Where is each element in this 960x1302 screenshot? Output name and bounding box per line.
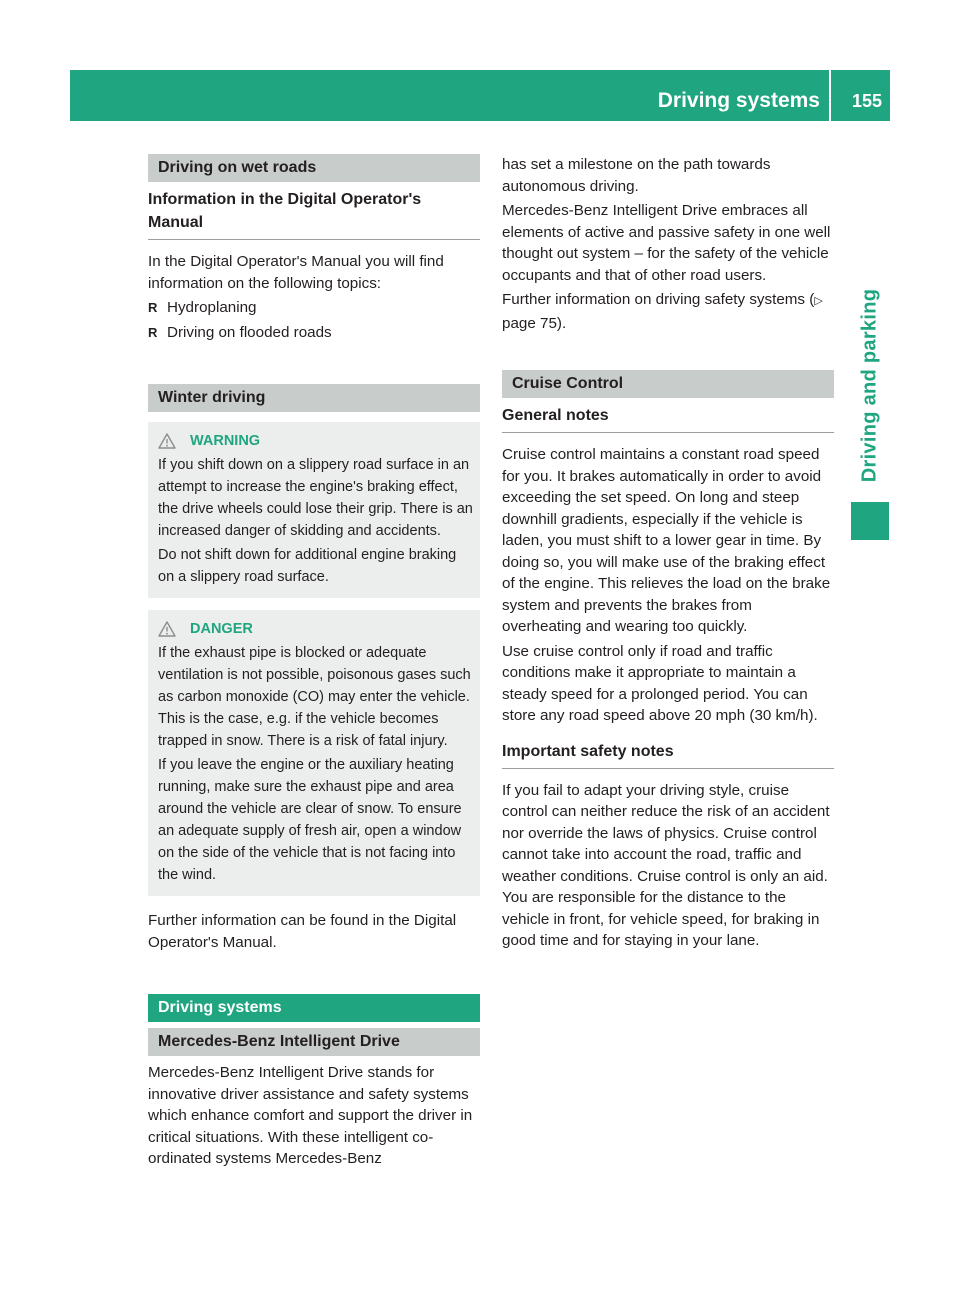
warning-text: Do not shift down for additional engine braking on a slippery road surface. xyxy=(158,547,457,585)
section-band-wet-roads: Driving on wet roads xyxy=(148,154,480,182)
header-title: Driving systems xyxy=(657,89,820,112)
list-item: R Driving on flooded roads xyxy=(148,322,480,344)
subhead-digital-manual: Information in the Digital Operator's Manual xyxy=(148,188,480,240)
page-number: 155 xyxy=(851,91,882,111)
left-column xyxy=(148,154,480,1173)
warning-box xyxy=(148,422,480,598)
cruise-general-text: Use cruise control only if road and traffic conditions make it appropriate to maintain a steady speed for a prolonged period. You can store any road speed above 20 mph (30 km/h). xyxy=(502,642,818,724)
side-tab-marker xyxy=(851,502,889,540)
list-item: R Hydroplaning xyxy=(148,297,480,319)
chapter-band-driving-systems: Driving systems xyxy=(148,994,480,1022)
right-column xyxy=(502,154,834,955)
section-band-winter: Winter driving xyxy=(148,384,480,412)
cruise-general-text: Cruise control maintains a constant road speed for you. It brakes automatically in order to avoid exceeding the set speed. On long and steep downhill gradients, especially if the vehicle is laden, you must shift to a lower gear in time. By doing so, you will make use of the braking effect of the engine. This relieves the load on the brake system and prevents the brakes from overheating and wearing too quickly. xyxy=(502,446,831,635)
section-band-intelligent-drive: Mercedes-Benz Intelligent Drive xyxy=(148,1028,480,1056)
danger-title: DANGER xyxy=(190,621,253,637)
page-reference-link[interactable]: page 75). xyxy=(502,314,567,332)
warning-text: If you shift down on a slippery road surface in an attempt to increase the engine's braking effect, the drive wheels could lose their grip. There is an increased danger of skidding and accidents. xyxy=(158,457,473,539)
danger-text: If you leave the engine or the auxiliary heating running, make sure the exhaust pipe and area around the vehicle are clear of snow. To ensure an adequate supply of fresh air, open a window on the side of the vehicle that is not facing into the wind. xyxy=(158,757,462,883)
page-ref-arrow-icon: ▷ xyxy=(814,295,823,307)
intelligent-drive-safety: Mercedes-Benz Intelligent Drive embraces all elements of active and passive safety in one well thought out system – for the safety of the vehicle occupants and that of other road users. xyxy=(502,202,831,284)
intelligent-drive-continued: has set a milestone on the path towards autonomous driving. xyxy=(502,156,771,195)
warning-title: WARNING xyxy=(190,433,261,449)
cruise-safety-text: If you fail to adapt your driving style, cruise control can neither reduce the risk of an accident nor override the laws of physics. Cruise control cannot take into account the road, traffic and weather conditions. Cruise control is only an aid. You are responsible for the distance to the vehicle in front, for vehicle speed, for braking in good time and for staying in your lane. xyxy=(502,781,830,949)
winter-further-info: Further information can be found in the Digital Operator's Manual. xyxy=(148,912,457,951)
subhead-safety-notes: Important safety notes xyxy=(502,740,834,769)
driving-safety-reference: Further information on driving safety systems (▷ page 75). xyxy=(502,291,823,332)
intelligent-drive-text: Mercedes-Benz Intelligent Drive stands for innovative driver assistance and safety systems which enhance comfort and support the driver in critical situations. With these intelligent co-ordinated systems Mercedes-Benz xyxy=(148,1064,473,1167)
wet-roads-intro: In the Digital Operator's Manual you will find information on the following topics: xyxy=(148,253,444,292)
section-band-cruise-control: Cruise Control xyxy=(502,370,834,398)
warning-triangle-icon xyxy=(158,433,176,449)
subhead-general-notes: General notes xyxy=(502,404,834,433)
danger-box xyxy=(148,610,480,896)
danger-text: If the exhaust pipe is blocked or adequate ventilation is not possible, poisonous gases such as carbon monoxide (CO) may enter the vehicle. This is the case, e.g. if the vehicle becomes trapped in snow. There is a risk of fatal injury. xyxy=(158,645,471,749)
page-header xyxy=(70,70,890,121)
header-divider xyxy=(829,70,831,121)
warning-triangle-icon xyxy=(158,621,176,637)
side-tab xyxy=(851,280,889,490)
side-tab-label: Driving and parking xyxy=(858,288,881,482)
